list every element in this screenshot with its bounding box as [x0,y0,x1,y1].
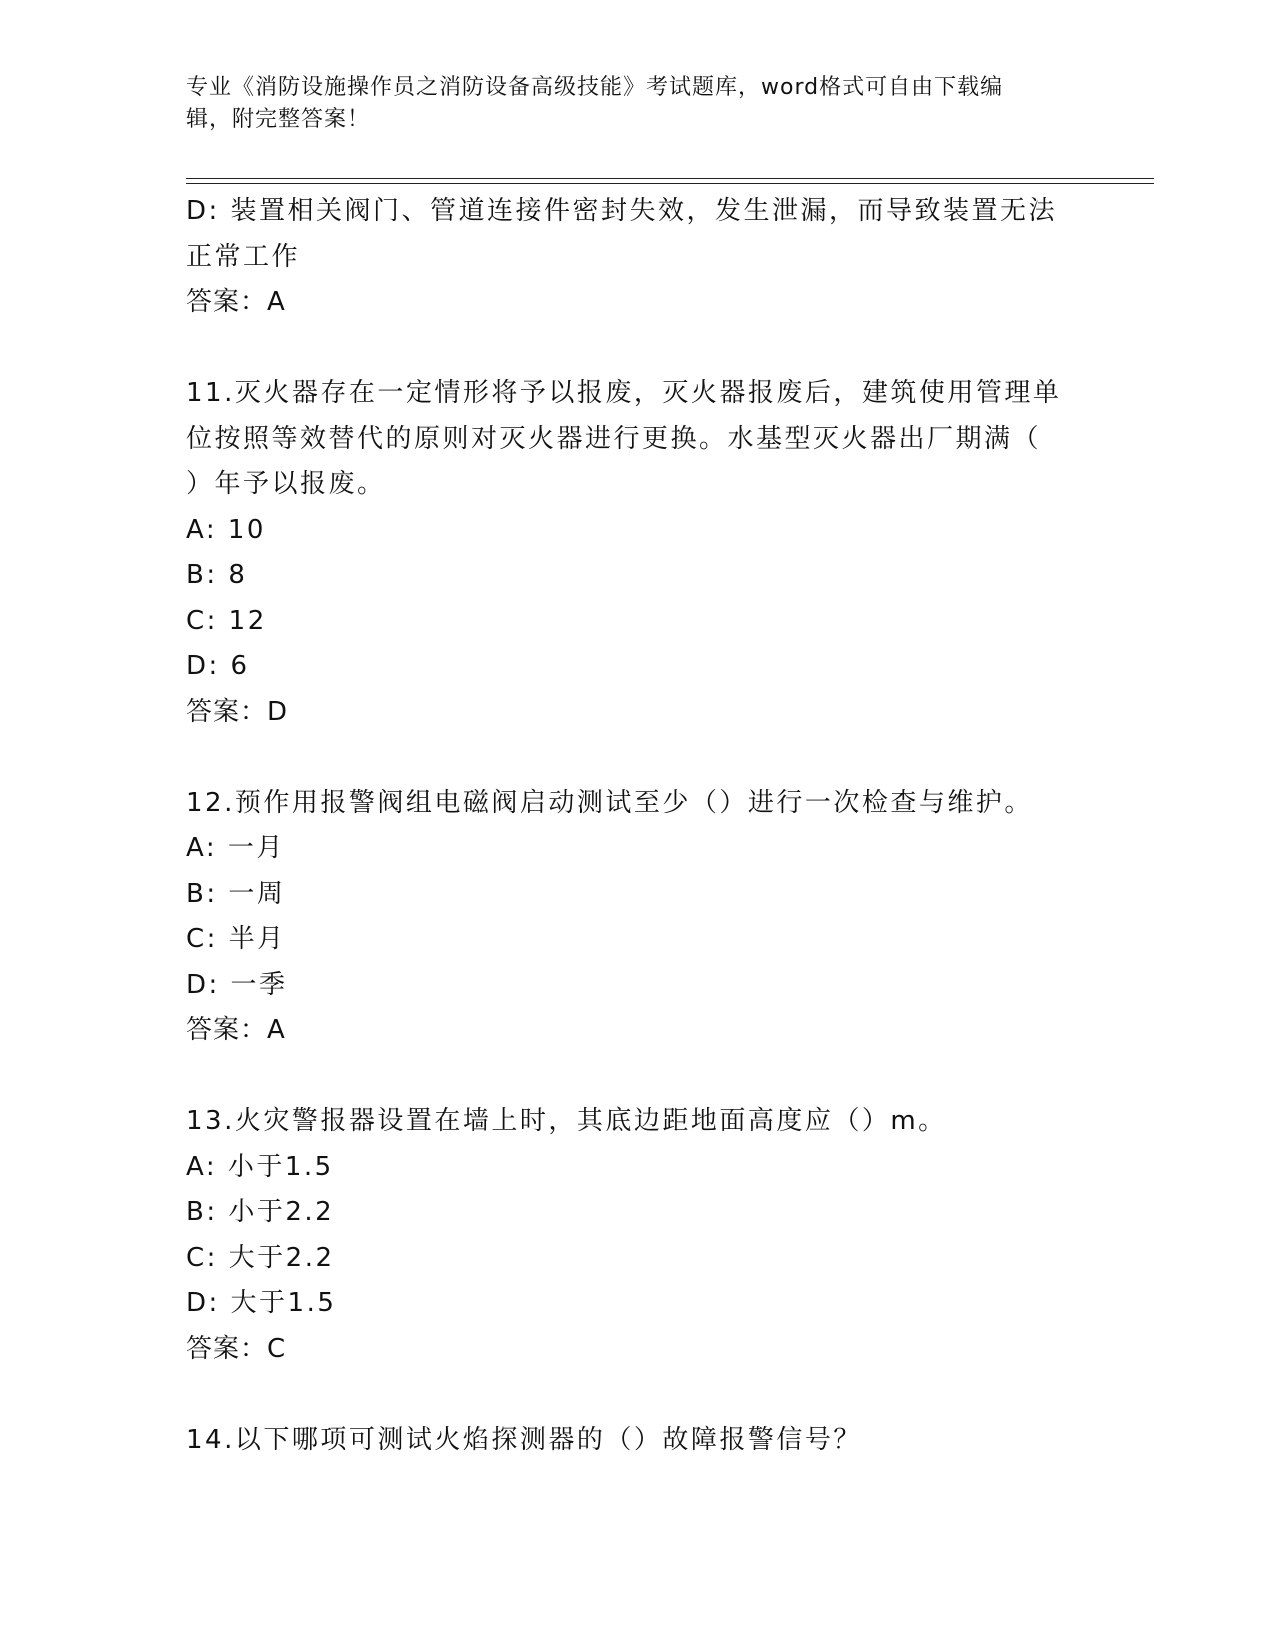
spacer [186,1054,1086,1100]
spacer [186,735,1086,781]
question-12-option-d: D: 一季 [186,969,288,1000]
question-11-option-d: D: 6 [186,651,250,681]
spacer [186,326,1086,372]
prev-answer: 答案：A [186,287,286,317]
question-13-option-b: B: 小于2.2 [186,1197,335,1227]
header-divider-top [186,178,1154,179]
spacer [186,1372,1086,1418]
question-11-stem-line-2: 位按照等效替代的原则对灭火器进行更换。水基型灭火器出厂期满（ [186,423,1042,454]
question-13-stem-line-1: 13.火灾警报器设置在墙上时，其底边距地面高度应（）m。 [186,1106,947,1136]
question-12 [186,781,1086,1054]
question-12-option-b: B: 一周 [186,878,286,909]
prev-option-d-line-1: D: 装置相关阀门、管道连接件密封失效，发生泄漏，而导致装置无法 [186,196,1058,226]
question-12-stem-line-1: 12.预作用报警阀组电磁阀启动测试至少（）进行一次检查与维护。 [186,787,1033,818]
question-13-option-c: C: 大于2.2 [186,1242,335,1273]
question-13 [186,1099,1086,1372]
question-11-option-c: C: 12 [186,605,267,636]
question-list [186,189,1086,1463]
question-11-answer: 答案：D [186,696,289,727]
header-line-2: 辑，附完整答案！ [186,107,371,132]
question-14-stem-line-1: 14.以下哪项可测试火焰探测器的（）故障报警信号？ [186,1424,862,1455]
question-13-option-a: A: 小于1.5 [186,1151,334,1182]
question-11-option-b: B: 8 [186,560,248,590]
question-13-option-d: D: 大于1.5 [186,1288,337,1318]
prev-option-d-line-2: 正常工作 [186,241,301,272]
question-12-option-a: A: 一月 [186,833,285,863]
header-divider-bottom [186,183,1154,184]
header-line-1: 专业《消防设施操作员之消防设备高级技能》考试题库，word格式可自由下载编 [186,75,1004,100]
question-11 [186,371,1086,735]
question-13-answer: 答案：C [186,1333,287,1364]
question-12-answer: 答案：A [186,1015,286,1045]
question-11-stem-line-3: ）年予以报废。 [186,469,386,499]
document-header [186,72,1066,136]
question-11-option-a: A: 10 [186,514,266,545]
question-14 [186,1418,1086,1464]
question-12-option-c: C: 半月 [186,924,286,954]
question-11-stem-line-1: 11.灭火器存在一定情形将予以报废，灭火器报废后，建筑使用管理单 [186,378,1062,408]
